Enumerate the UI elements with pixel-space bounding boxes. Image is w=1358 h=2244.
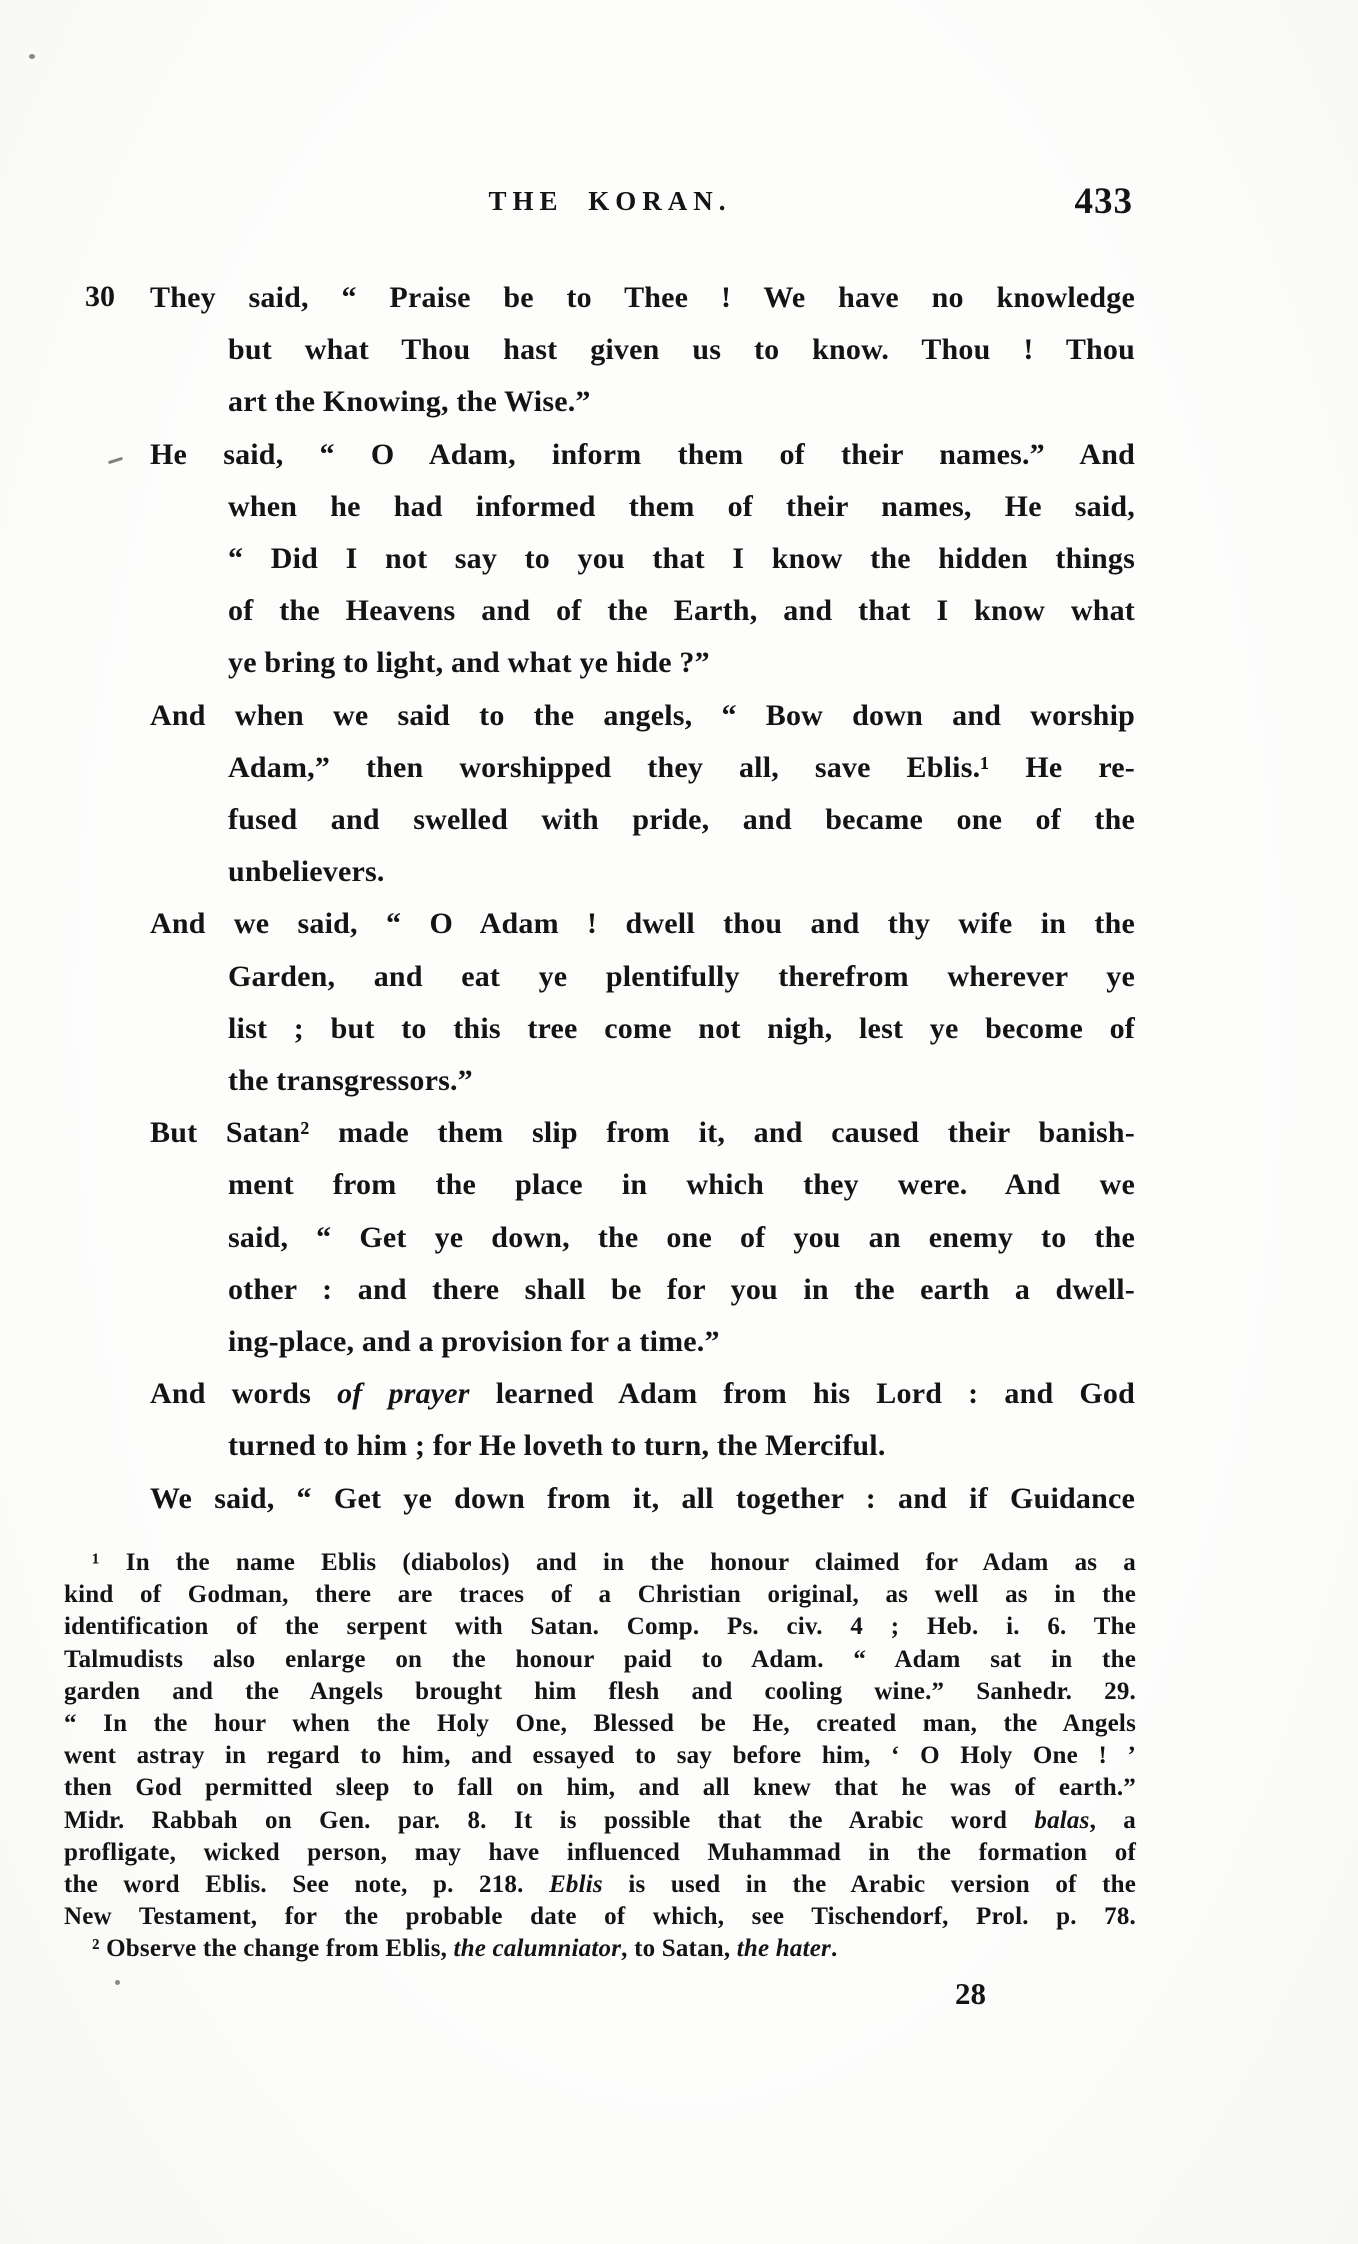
footnotes-block xyxy=(64,1547,1136,1966)
scan-speck xyxy=(29,54,35,59)
footnote-line: Talmudists also enlarge on the honour paid to Adam. “ Adam sat in the xyxy=(64,1645,1136,1673)
verse-line: the transgressors.” xyxy=(228,1064,473,1098)
footnote-line: then God permitted sleep to fall on him, and all knew that he was of earth.” xyxy=(64,1774,1136,1802)
verse-line: “ Did I not say to you that I know the hidden things xyxy=(228,542,1135,576)
scan-speck xyxy=(115,1980,120,1985)
verse-line: of the Heavens and of the Earth, and that I know what xyxy=(228,594,1135,628)
footnote-line: garden and the Angels brought him flesh and cooling wine.” Sanhedr. 29. xyxy=(64,1677,1136,1705)
verse-line: said, “ Get ye down, the one of you an enemy to the xyxy=(228,1220,1135,1254)
verse-line: Garden, and eat ye plentifully therefrom wherever ye xyxy=(228,959,1135,993)
verse-line: We said, “ Get ye down from it, all together : and if Guidance xyxy=(150,1481,1135,1515)
running-title: THE KORAN. xyxy=(488,186,732,216)
verse-line: Adam,” then worshipped they all, save Eblis.¹ He re- xyxy=(228,750,1135,784)
verse-line: when he had informed them of their names, He said, xyxy=(228,489,1135,523)
verse-line: They said, “ Praise be to Thee ! We have no knowledge xyxy=(150,281,1135,314)
footnote-line: ¹ In the name Eblis (diabolos) and in the honour claimed for Adam as a xyxy=(92,1549,1136,1576)
verse-line: And we said, “ O Adam ! dwell thou and thy wife in the xyxy=(150,907,1135,941)
footnote-line: Midr. Rabbah on Gen. par. 8. It is possible that the Arabic word balas, a xyxy=(64,1806,1137,1834)
verse-line: art the Knowing, the Wise.” xyxy=(228,385,591,419)
verse-line: ing-place, and a provision for a time.” xyxy=(228,1325,720,1359)
verse-line: unbelievers. xyxy=(228,855,385,889)
scan-speck xyxy=(108,457,123,464)
verse-line: other : and there shall be for you in the earth a dwell- xyxy=(228,1272,1135,1306)
verse-line: turned to him ; for He loveth to turn, the Merciful. xyxy=(228,1429,886,1463)
signature-mark: 28 xyxy=(955,1976,986,2011)
footnote-line: kind of Godman, there are traces of a Christian original, as well as in the xyxy=(64,1581,1136,1609)
page-header xyxy=(85,180,1135,224)
verse-line: But Satan² made them slip from it, and caused their banish- xyxy=(150,1116,1135,1150)
verse-line: ment from the place in which they were. And we xyxy=(228,1168,1135,1202)
footnote-line: ² Observe the change from Eblis, the calumniator, to Satan, the hater. xyxy=(92,1935,838,1963)
verse-line: And words of prayer learned Adam from his Lord : and God xyxy=(150,1377,1135,1411)
verse-number: 30 xyxy=(85,280,115,313)
verse-line: fused and swelled with pride, and became one of the xyxy=(228,803,1135,837)
footnote-line: went astray in regard to him, and essayed to say before him, ‘ O Holy One ! ’ xyxy=(64,1742,1136,1770)
verse-line: ye bring to light, and what ye hide ?” xyxy=(228,646,710,680)
verse-line: He said, “ O Adam, inform them of their names.” And xyxy=(150,437,1135,471)
footnote-line: the word Eblis. See note, p. 218. Eblis is used in the Arabic version of the xyxy=(64,1871,1136,1899)
verse-line: but what Thou hast given us to know. Thou ! Thou xyxy=(228,333,1135,367)
footnote-line: profligate, wicked person, may have influenced Muhammad in the formation of xyxy=(64,1838,1136,1866)
page-number: 433 xyxy=(1074,181,1133,222)
verse-line: And when we said to the angels, “ Bow down and worship xyxy=(150,698,1135,732)
footnote-line: identification of the serpent with Satan. Comp. Ps. civ. 4 ; Heb. i. 6. The xyxy=(64,1613,1136,1641)
verse-line: list ; but to this tree come not nigh, lest ye become of xyxy=(228,1011,1135,1045)
footnote-line: New Testament, for the probable date of which, see Tischendorf, Prol. p. 78. xyxy=(64,1903,1136,1931)
footnote-line: “ In the hour when the Holy One, Blessed be He, created man, the Angels xyxy=(64,1710,1136,1738)
verse-text-block xyxy=(150,272,1135,1525)
